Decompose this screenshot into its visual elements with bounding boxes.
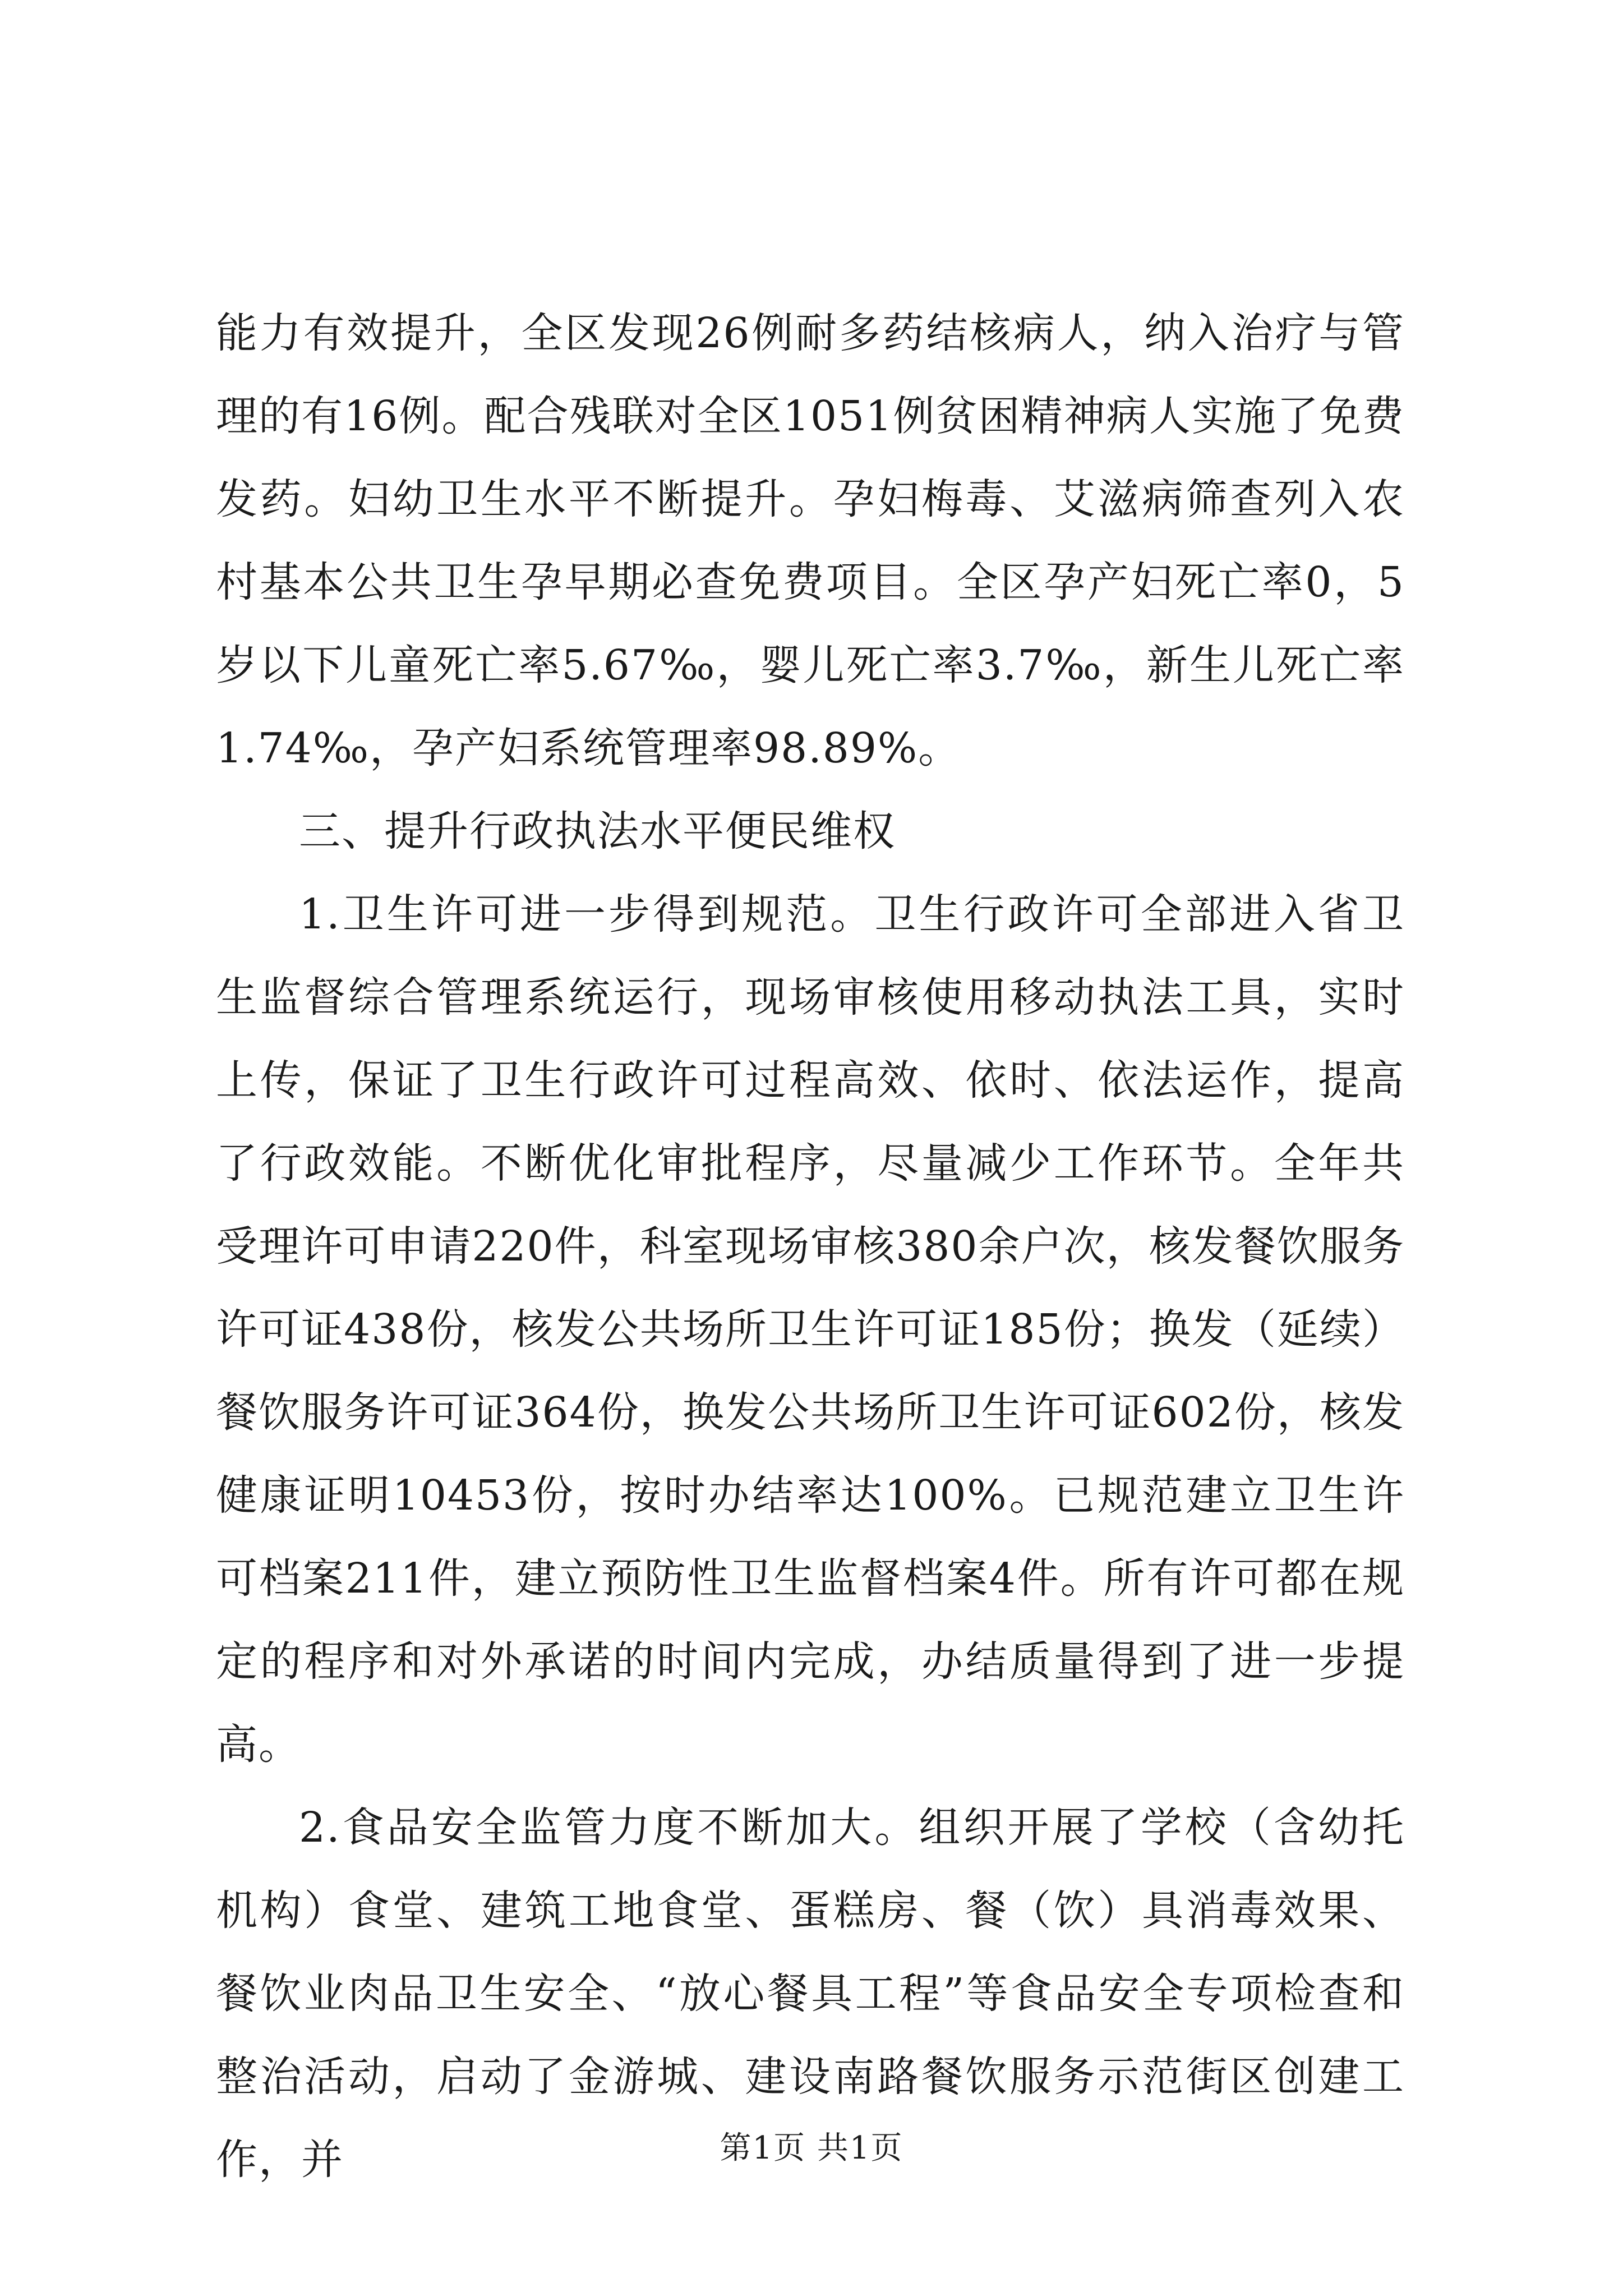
paragraph-health-permits: 1.卫生许可进一步得到规范。卫生行政许可全部进入省卫生监督综合管理系统运行，现场审核使用移动执法工具，实时上传，保证了卫生行政许可过程高效、依时、依法运作，提高了行政效能。不断优化审批程序，尽量减少工作环节。全年共受理许可申请220件，科室现场审核380余户次，核发餐饮服务许可证438份，核发公共场所卫生许可证185份；换发（延续）餐饮服务许可证364份，换发公共场所卫生许可证602份，核发健康证明10453份，按时办结率达100%。已规范建立卫生许可档案211件，建立预防性卫生监督档案4件。所有许可都在规定的程序和对外承诺的时间内完成，办结质量得到了进一步提高。 <box>216 890 1405 1769</box>
paragraph-health-stats: 能力有效提升，全区发现26例耐多药结核病人，纳入治疗与管理的有16例。配合残联对全区1051例贫困精神病人实施了免费发药。妇幼卫生水平不断提升。孕妇梅毒、艾滋病筛查列入农村基本公共卫生孕早期必查免费项目。全区孕产妇死亡率0，5岁以下儿童死亡率5.67‰，婴儿死亡率3.7‰，新生儿死亡率1.74‰，孕产妇系统管理率98.89%。 <box>216 309 1405 772</box>
section-heading-admin-enforcement: 三、提升行政执法水平便民维权 <box>299 807 896 855</box>
document-body <box>216 292 1405 2201</box>
paragraph-food-safety: 2.食品安全监管力度不断加大。组织开展了学校（含幼托机构）食堂、建筑工地食堂、蛋糕房、餐（饮）具消毒效果、餐饮业肉品卫生安全、“放心餐具工程”等食品安全专项检查和整治活动，启动了金游城、建设南路餐饮服务示范街区创建工作，并 <box>216 1803 1405 2184</box>
page-footer: 第1页 共1页 <box>720 2130 903 2166</box>
